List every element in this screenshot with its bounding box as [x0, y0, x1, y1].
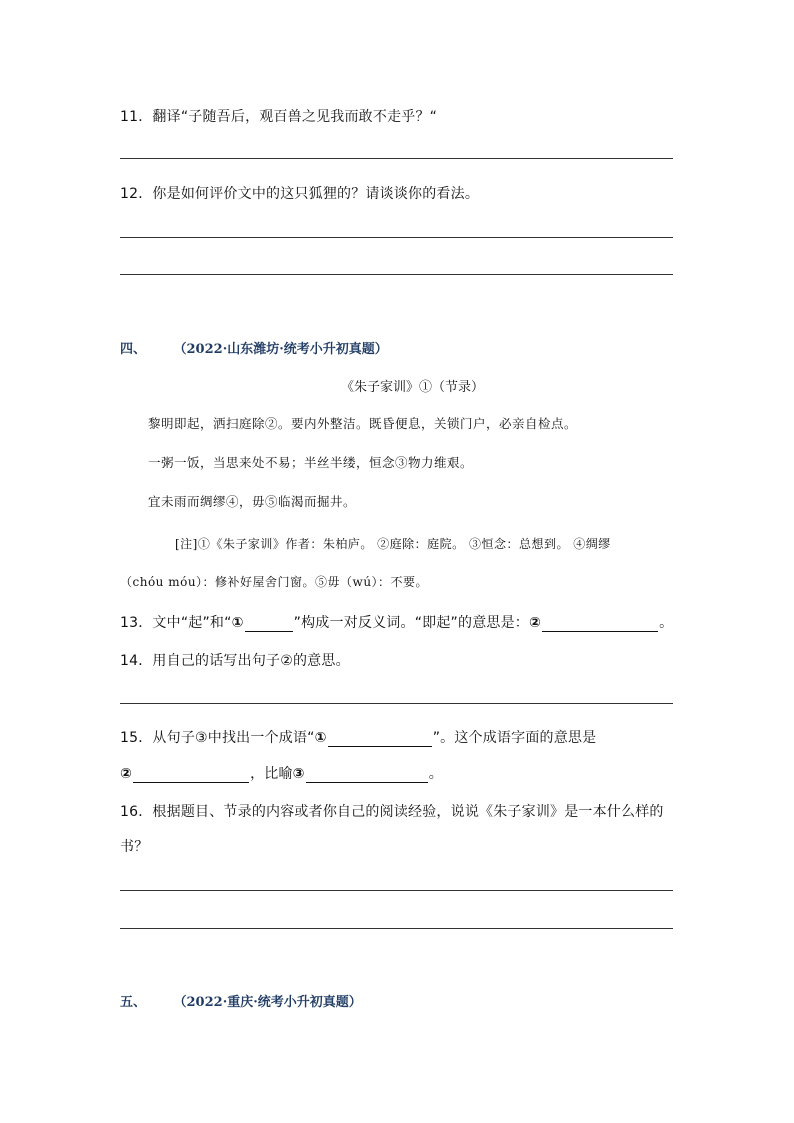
answer-line-16b[interactable] — [120, 928, 673, 929]
section-5-heading — [120, 991, 362, 1010]
section-4-source: （2022·山东潍坊·统考小升初真题） — [180, 342, 388, 357]
question-11: 11．翻译“子随吾后，观百兽之见我而敢不走乎？“ — [120, 109, 438, 125]
question-15-line-1 — [120, 727, 596, 747]
answer-line-12b[interactable] — [120, 274, 673, 275]
answer-line-14[interactable] — [120, 703, 673, 704]
passage-note-1: [注]①《朱子家训》作者：朱柏庐。 ②庭除：庭院。 ③恒念：总想到。 ④绸缪 — [175, 537, 611, 551]
question-12: 12．你是如何评价文中的这只狐狸的？请谈谈你的看法。 — [120, 186, 480, 202]
section-4-number: 四、 — [120, 342, 147, 357]
passage-note-2: （chóu móu）：修补好屋舍门窗。⑤毋（wú）：不要。 — [120, 575, 429, 589]
passage-title: 《朱子家训》①（节录） — [341, 380, 485, 395]
question-15-part-d: 。 — [428, 766, 443, 782]
answer-line-12a[interactable] — [120, 237, 673, 238]
question-15-part-a: 15．从句子③中找出一个成语“ — [120, 730, 315, 746]
blank-13-2[interactable] — [542, 617, 658, 632]
question-15-part-b: ”。这个成语字面的意思是 — [432, 730, 597, 746]
question-13-part-a: 13．文中“起”和“ — [120, 615, 232, 631]
blank-marker-2: ② — [120, 766, 133, 782]
passage-line-2: 一粥一饭，当思来处不易；半丝半缕，恒念③物力维艰。 — [148, 455, 474, 470]
blank-15-3[interactable] — [306, 768, 428, 783]
section-5-source: （2022·重庆·统考小升初真题） — [180, 995, 362, 1010]
question-13-part-b: ”构成一对反义词。“即起”的意思是： — [293, 615, 529, 631]
question-14: 14．用自己的话写出句子②的意思。 — [120, 653, 350, 669]
passage-line-1: 黎明即起，洒扫庭除②。要内外整洁。既昏便息，关锁门户，必亲自检点。 — [148, 416, 578, 431]
question-16-line-1: 16．根据题目、节录的内容或者你自己的阅读经验，说说《朱子家训》是一本什么样的 — [120, 804, 664, 820]
question-15-part-c: ，比喻 — [250, 766, 293, 782]
blank-marker-3: ③ — [292, 766, 305, 782]
question-15-line-2 — [120, 763, 443, 783]
section-5-number: 五、 — [120, 995, 147, 1010]
blank-15-1[interactable] — [328, 732, 432, 747]
blank-marker-1: ① — [231, 615, 244, 631]
section-4-heading — [120, 338, 388, 357]
blank-marker-1: ① — [314, 730, 327, 746]
blank-15-2[interactable] — [133, 768, 249, 783]
question-16-line-2: 书？ — [120, 839, 149, 855]
blank-marker-2: ② — [529, 615, 542, 631]
question-13 — [120, 612, 673, 632]
answer-line-16a[interactable] — [120, 890, 673, 891]
blank-13-1[interactable] — [245, 617, 293, 632]
passage-line-3: 宜未雨而绸缪④，毋⑤临渴而掘井。 — [148, 494, 357, 509]
question-13-part-c: 。 — [659, 615, 674, 631]
answer-line-11[interactable] — [120, 158, 673, 159]
